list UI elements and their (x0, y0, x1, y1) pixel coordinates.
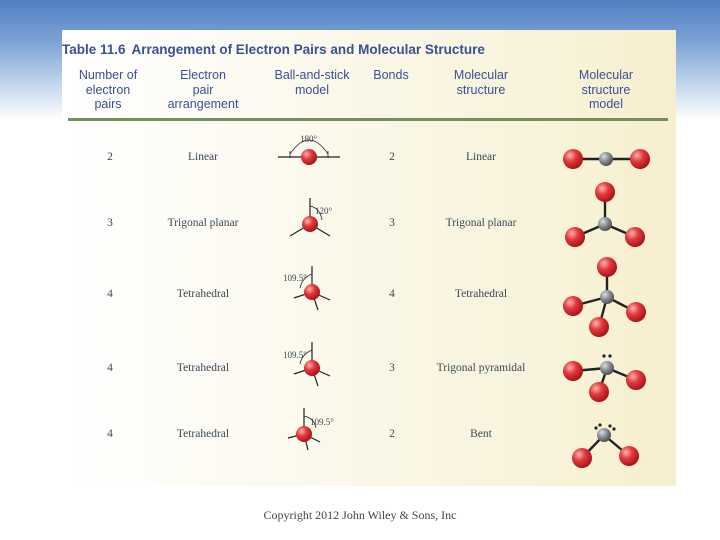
header-molecular-structure: Molecular structure (453, 68, 509, 97)
row5-bonds: 2 (389, 428, 395, 440)
outer-atom (597, 257, 617, 277)
outer-atom (563, 149, 583, 169)
model-trigonal-planar (565, 182, 645, 247)
row1-bonds: 2 (389, 151, 395, 163)
row2-structure: Trigonal planar (445, 217, 517, 229)
row5-structure: Bent (470, 428, 492, 440)
table-panel (62, 30, 676, 486)
header-ball-stick: Ball-and-stick model (274, 68, 350, 97)
header-arrangement: Electron pair arrangement (167, 68, 239, 111)
outer-atom (563, 296, 583, 316)
outer-atom (572, 448, 592, 468)
model-bent (572, 423, 639, 468)
row5-arrangement: Tetrahedral (176, 428, 230, 440)
outer-atom (589, 317, 609, 337)
row3-pairs: 4 (107, 288, 113, 300)
row4-pairs: 4 (107, 362, 113, 374)
row2-arrangement: Trigonal planar (167, 217, 239, 229)
header-bonds: Bonds (373, 68, 409, 82)
row3-angle: 109.5° (283, 273, 307, 283)
row3-structure: Tetrahedral (454, 288, 508, 300)
outer-atom (626, 302, 646, 322)
outer-atom (595, 182, 615, 202)
row5-pairs: 4 (107, 428, 113, 440)
ball-stick-tetrahedral-2 (294, 342, 330, 386)
table-title-text: Arrangement of Electron Pairs and Molecular Structure (131, 42, 485, 57)
outer-atom (589, 382, 609, 402)
row1-structure: Linear (465, 151, 496, 163)
row3-arrangement: Tetrahedral (176, 288, 230, 300)
molecule-drawings (62, 30, 676, 486)
ball-stick-linear (278, 140, 340, 165)
model-trigonal-pyramidal (563, 354, 646, 402)
row2-bonds: 3 (389, 217, 395, 229)
lone-pair-dot (602, 354, 605, 357)
outer-atom (630, 149, 650, 169)
central-atom (597, 428, 611, 442)
model-linear (563, 149, 650, 169)
header-electron-pairs: Number of electron pairs (78, 68, 138, 111)
row2-pairs: 3 (107, 217, 113, 229)
central-atom (599, 152, 613, 166)
row1-angle: 180° (300, 134, 318, 144)
row4-arrangement: Tetrahedral (176, 362, 230, 374)
lone-pair-dot (594, 426, 597, 429)
ball-stick-tetrahedral-3 (288, 408, 320, 450)
ball-stick-trigonal (290, 198, 333, 236)
lone-pair-dot (608, 424, 611, 427)
outer-atom (563, 361, 583, 381)
table-number: Table 11.6 (62, 42, 126, 57)
central-atom (600, 361, 614, 375)
row3-bonds: 4 (389, 288, 395, 300)
header-structure-model: Molecular structure model (578, 68, 634, 111)
row4-structure: Trigonal pyramidal (436, 362, 526, 374)
outer-atom (565, 227, 585, 247)
row1-pairs: 2 (107, 151, 113, 163)
model-tetrahedral (563, 257, 646, 337)
row4-angle: 109.5° (283, 350, 307, 360)
row5-angle: 109.5° (310, 417, 334, 427)
lone-pair-dot (598, 423, 601, 426)
central-atom (600, 290, 614, 304)
outer-atom (625, 227, 645, 247)
row4-bonds: 3 (389, 362, 395, 374)
lone-pair-dot (608, 354, 611, 357)
central-atom (598, 217, 612, 231)
outer-atom (626, 370, 646, 390)
row2-angle: 120° (315, 206, 333, 216)
lone-pair-dot (612, 427, 615, 430)
ball-stick-tetrahedral-1 (294, 266, 330, 310)
row1-arrangement: Linear (187, 151, 218, 163)
outer-atom (619, 446, 639, 466)
copyright-footer: Copyright 2012 John Wiley & Sons, Inc (263, 508, 457, 522)
